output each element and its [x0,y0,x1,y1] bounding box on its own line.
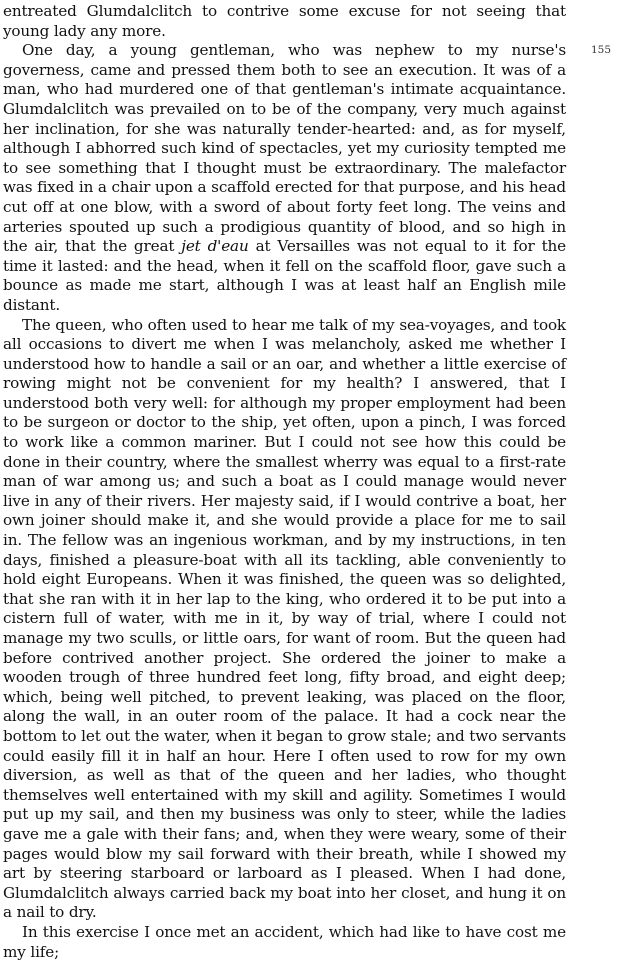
italic-phrase: jet d'eau [181,237,249,256]
paragraph-accident: In this exercise I once met an accident, which had like to have cost me my life; [3,922,566,961]
paragraph-execution-text-end: at Versailles was not equal to it for the time it lasted: and the head, when it fell on the scaffold floor, gave such a bounce as made me start, although I was at least half an English mile distant. [3,237,566,314]
page-number: 155 [591,44,612,56]
paragraph-boat: The queen, who often used to hear me talk of my sea-voyages, and took all occasions to divert me when I was melancholy, asked me whether I understood how to handle a sail or an oar, and whether a little exercise of rowing might not be convenient for my health? I answered, that I understood both very well: for although my proper employment had been to be surgeon or doctor to the ship, yet often, upon a pinch, I was forced to work like a common mariner. But I could not see how this could be done in their country, where the smallest wherry was equal to a first-rate man of war among us; and such a boat as I could manage would never live in any of their rivers. Her majesty said, if I would contrive a boat, her own joiner should make it, and she would provide a place for me to sail in. The fellow was an ingenious workman, and by my instructions, in ten days, finished a pleasure-boat with all its tackling, able conveniently to hold eight Europeans. When it was finished, the queen was so delighted, that she ran with it in her lap to the king, who ordered it to be put into a cistern full of water, with me in it, by way of trial, where I could not manage my two sculls, or little oars, for want of room. But the queen had before contrived another project. She ordered the joiner to make a wooden trough of three hundred feet long, fifty broad, and eight deep; which, being well pitched, to prevent leaking, was placed on the floor, along the wall, in an outer room of the palace. It had a cock near the bottom to let out the water, when it began to grow stale; and two servants could easily fill it in half an hour. Here I often used to row for my own diversion, as well as that of the queen and her ladies, who thought themselves well entertained with my skill and agility. Sometimes I would put up my sail, and then my business was only to steer, while the ladies gave me a gale with their fans; and, when they were weary, some of their pages would blow my sail forward with their breath, while I showed my art by steering starboard or larboard as I pleased. When I had done, Glumdalclitch always carried back my boat into her closet, and hung it on a nail to dry. [3,315,566,922]
paragraph-execution [3,41,566,315]
paragraph-continuation: entreated Glumdalclitch to contrive some excuse for not seeing that young lady any more. [3,2,566,40]
paragraph-execution-text-start: One day, a young gentleman, who was nephew to my nurse's governess, came and pressed them both to see an execution. It was of a man, who had murdered one of that gentleman's intimate acquaintance. Glumdalclitch was prevailed on to be of the company, very much against her inclination, for she was naturally tender-hearted: and, as for myself, although I abhorred such kind of spectacles, yet my curiosity tempted me to see something that I thought must be extraordinary. The malefactor was fixed in a chair upon a scaffold erected for that purpose, and his head cut off at one blow, with a sword of about forty feet long. The veins and arteries spouted up such a prodigious quantity of blood, and so high in the air, that the great [3,41,566,256]
body-text [3,2,566,962]
